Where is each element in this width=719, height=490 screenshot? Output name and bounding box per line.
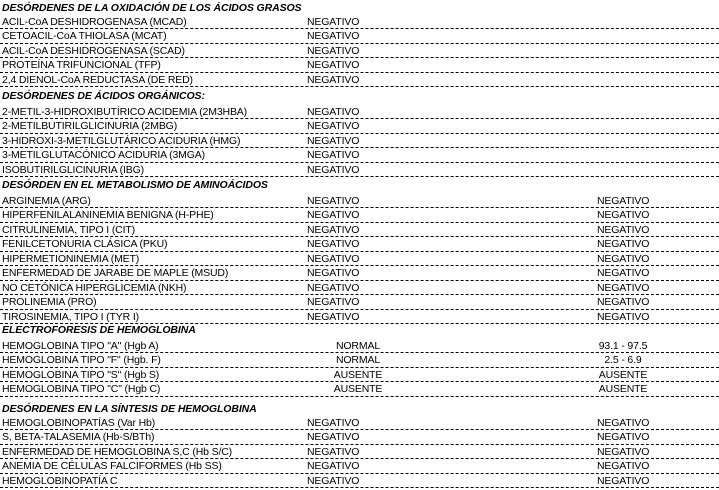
test-name: ISOBUTIRILGLICINURIA (IBG) [2,163,144,176]
table-row [0,266,719,280]
table-row [0,368,719,382]
test-result: NEGATIVO [307,238,360,251]
reference-value: NEGATIVO [597,267,650,280]
test-result: NEGATIVO [307,163,360,176]
test-name: HEMOGLOBINA TIPO "A" (Hgb A) [2,340,159,352]
table-row [0,73,719,87]
test-name: TIROSINEMIA, TIPO I (TYR I) [2,310,139,323]
table-row [0,44,719,58]
test-name: NO CETÓNICA HIPERGLICEMIA (NKH) [2,281,187,294]
test-result: NEGATIVO [307,209,360,222]
test-result: NEGATIVO [307,310,360,323]
test-result: NEGATIVO [307,120,360,133]
table-row [0,295,719,309]
test-name: 2,4 DIENOL-CoA REDUCTASA (DE RED) [2,73,193,86]
test-name: HEMOGLOBINOPATÍA C [2,474,118,487]
reference-value: NEGATIVO [597,296,650,309]
test-name: ACIL-CoA DESHIDROGENASA (MCAD) [2,16,187,28]
test-result: NEGATIVO [307,267,360,280]
section-title: DESÓRDENES DE ÁCIDOS ORGÁNICOS: [2,90,205,102]
reference-value: NEGATIVO [597,431,650,444]
test-result: NORMAL [335,340,381,352]
table-row [0,430,719,444]
table-row [0,208,719,222]
test-name: CETOACIL-CoA THIOLASA (MCAT) [2,30,167,43]
test-name: ANEMIA DE CÉLULAS FALCIFORMES (Hb SS) [2,460,222,473]
reference-value: NEGATIVO [597,310,650,323]
test-result: NEGATIVO [307,296,360,309]
reference-value: NEGATIVO [597,252,650,265]
reference-value: 93.1 - 97.5 [598,340,648,352]
reference-value: AUSENTE [598,383,648,396]
test-result: NEGATIVO [307,223,360,236]
test-result: NEGATIVO [307,59,360,72]
test-name: S, BETA-TALASEMIA (Hb-S/BTh) [2,431,155,444]
table-row [0,474,719,488]
test-name: ACIL-CoA DESHIDROGENASA (SCAD) [2,44,185,57]
reference-value: NEGATIVO [597,223,650,236]
test-result: NEGATIVO [307,149,360,162]
test-result: NEGATIVO [307,445,360,458]
test-name: CITRULINEMIA, TIPO I (CIT) [2,223,135,236]
section-title: ELECTROFORESIS DE HEMOGLOBINA [2,324,196,336]
table-row [0,281,719,295]
test-result: NEGATIVO [307,16,360,28]
test-result: AUSENTE [333,383,383,396]
test-name: HEMOGLOBINA TIPO "S" (Hgb S) [2,368,160,381]
table-row [0,237,719,251]
reference-value: NEGATIVO [597,445,650,458]
table-row [0,29,719,43]
section-title: DESÓRDENES EN LA SÍNTESIS DE HEMOGLOBINA [2,403,257,415]
test-name: 3-METILGLUTACÓNICO ACIDURIA (3MGA) [2,149,205,162]
table-row [0,353,719,367]
test-result: AUSENTE [333,368,383,381]
test-name: HIPERFENILALANINEMIA BENIGNA (H-PHE) [2,209,214,222]
table-row [0,310,719,324]
test-result: NEGATIVO [307,134,360,147]
reference-value: NEGATIVO [597,281,650,294]
test-name: 3-HIDROXI-3-METILGLUTÁRICO ACIDURIA (HMG) [2,134,241,147]
test-name: HEMOGLOBINA TIPO "F" (Hgb. F) [2,354,161,367]
table-row [0,15,719,29]
test-name: PROLINEMIA (PRO) [2,296,97,309]
reference-value: NEGATIVO [597,460,650,473]
test-name: ARGINEMIA (ARG) [2,195,91,207]
table-row [0,119,719,133]
reference-value: NEGATIVO [597,474,650,487]
test-result: NEGATIVO [307,30,360,43]
table-row [0,134,719,148]
test-name: FENILCETONURIA CLÁSICA (PKU) [2,238,168,251]
reference-value: 2.5 - 6.9 [604,354,642,367]
section-title: DESÓRDENES DE LA OXIDACIÓN DE LOS ÁCIDOS GRASOS [2,2,302,14]
test-result: NEGATIVO [307,281,360,294]
test-result: NEGATIVO [307,44,360,57]
test-name: HIPERMETIONINEMIA (MET) [2,252,140,265]
test-name: PROTEÍNA TRIFUNCIONAL (TFP) [2,59,161,72]
table-row [0,339,719,353]
table-row [0,382,719,396]
test-name: ENFERMEDAD DE JARABE DE MAPLE (MSUD) [2,267,229,280]
test-result: NEGATIVO [307,195,360,207]
test-name: ENFERMEDAD DE HEMOGLOBINA S,C (Hb S/C) [2,445,233,458]
test-name: 2-METILBUTIRILGLICINURIA (2MBG) [2,120,178,133]
test-name: HEMOGLOBINOPATÍAS (Var Hb) [2,417,156,429]
test-result: NEGATIVO [307,73,360,86]
table-row [0,105,719,119]
section-title: DESÓRDEN EN EL METABOLISMO DE AMINOÁCIDOS [2,179,268,191]
reference-value: NEGATIVO [597,195,650,207]
test-result: NEGATIVO [307,431,360,444]
table-row [0,148,719,162]
test-name: HEMOGLOBINA TIPO "C" (Hgb C) [2,383,161,396]
table-row [0,194,719,208]
table-row [0,58,719,72]
test-result: NEGATIVO [307,460,360,473]
table-row [0,252,719,266]
reference-value: NEGATIVO [597,417,650,429]
reference-value: NEGATIVO [597,209,650,222]
test-result: NORMAL [335,354,381,367]
test-name: 2-METIL-3-HIDROXIBUTÍRICO ACIDEMIA (2M3HBA) [2,106,248,118]
table-row [0,223,719,237]
test-result: NEGATIVO [307,474,360,487]
test-result: NEGATIVO [307,252,360,265]
test-result: NEGATIVO [307,106,360,118]
table-row [0,163,719,177]
table-row [0,459,719,473]
table-row [0,445,719,459]
test-result: NEGATIVO [307,417,360,429]
reference-value: NEGATIVO [597,238,650,251]
reference-value: AUSENTE [598,368,648,381]
table-row [0,416,719,430]
